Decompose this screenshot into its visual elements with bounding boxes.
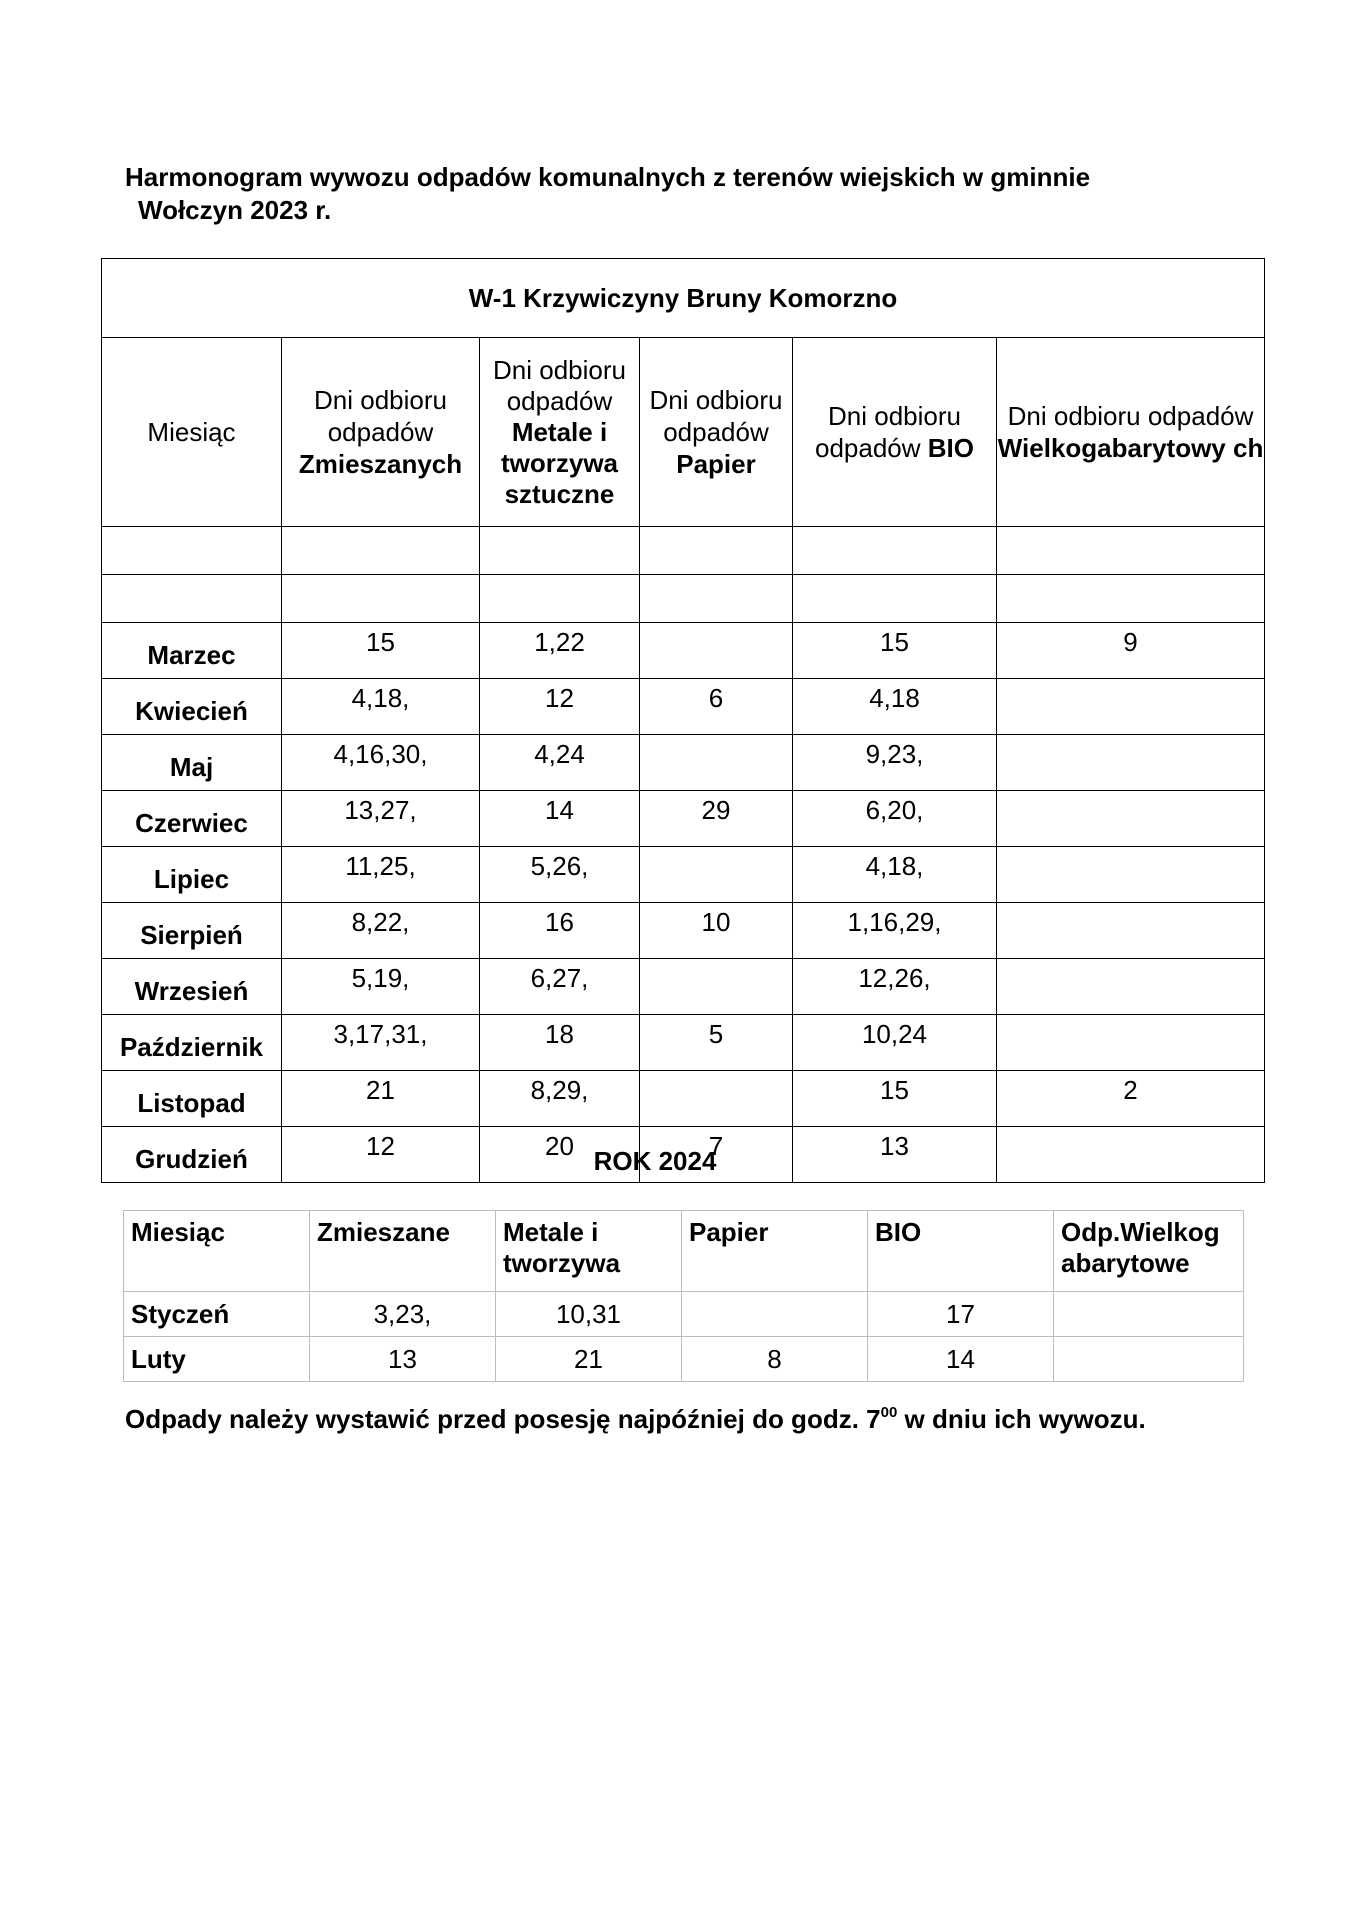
cell-month: Wrzesień bbox=[102, 959, 282, 1015]
cell-bulky bbox=[997, 791, 1265, 847]
cell-bulky bbox=[997, 959, 1265, 1015]
cell-bulky bbox=[997, 1015, 1265, 1071]
cell-bio: 1,16,29, bbox=[793, 903, 997, 959]
cell-bulky bbox=[997, 903, 1265, 959]
cell-metal: 16 bbox=[480, 903, 640, 959]
cell-paper bbox=[640, 1071, 793, 1127]
cell-bio: 4,18 bbox=[793, 679, 997, 735]
schedule-table-2023 bbox=[101, 258, 1265, 1183]
cell-month: Kwiecień bbox=[102, 679, 282, 735]
cell-month: Październik bbox=[102, 1015, 282, 1071]
cell-bulky bbox=[997, 679, 1265, 735]
cell-metal: 20 bbox=[480, 1127, 640, 1183]
header-month: Miesiąc bbox=[102, 338, 282, 527]
cell-bulky bbox=[997, 847, 1265, 903]
cell-bio: 4,18, bbox=[793, 847, 997, 903]
cell-paper: 5 bbox=[640, 1015, 793, 1071]
title-line-1: Harmonogram wywozu odpadów komunalnych z terenów wiejskich w gminnie bbox=[125, 162, 1091, 192]
cell-bio: 15 bbox=[793, 1071, 997, 1127]
cell-paper bbox=[640, 959, 793, 1015]
cell-month: Sierpień bbox=[102, 903, 282, 959]
cell-paper bbox=[640, 623, 793, 679]
footer-note: Odpady należy wystawić przed posesję najpóźniej do godz. $7^{00}$ w dniu ich wywozu. bbox=[125, 1404, 1146, 1434]
table-row bbox=[124, 1337, 1244, 1382]
cell-metal: 10,31 bbox=[496, 1292, 682, 1337]
document-title bbox=[125, 161, 1225, 227]
cell-paper: 6 bbox=[640, 679, 793, 735]
cell-bulky bbox=[997, 735, 1265, 791]
cell-paper: 8 bbox=[682, 1337, 868, 1382]
cell-mixed: 8,22, bbox=[282, 903, 480, 959]
header-metal: Metale i tworzywa bbox=[496, 1211, 682, 1292]
cell-month: Czerwiec bbox=[102, 791, 282, 847]
cell-metal: 21 bbox=[496, 1337, 682, 1382]
cell-metal: 5,26, bbox=[480, 847, 640, 903]
cell-bio: 17 bbox=[868, 1292, 1054, 1337]
cell-paper bbox=[682, 1292, 868, 1337]
cell-bio: 9,23, bbox=[793, 735, 997, 791]
cell-metal: 1,22 bbox=[480, 623, 640, 679]
cell-bulky: 9 bbox=[997, 623, 1265, 679]
cell-month: Listopad bbox=[102, 1071, 282, 1127]
cell-mixed: 5,19, bbox=[282, 959, 480, 1015]
cell-month: Lipiec bbox=[102, 847, 282, 903]
cell-paper: 10 bbox=[640, 903, 793, 959]
cell-bio: 6,20, bbox=[793, 791, 997, 847]
header-bulky: Dni odbioru odpadów Wielkogabarytowy ch bbox=[997, 338, 1265, 527]
cell-metal: 8,29, bbox=[480, 1071, 640, 1127]
cell-metal: 14 bbox=[480, 791, 640, 847]
table-row bbox=[102, 791, 1265, 847]
table-row bbox=[102, 1015, 1265, 1071]
cell-bulky bbox=[1054, 1292, 1244, 1337]
table-row bbox=[124, 1292, 1244, 1337]
schedule-table-2024 bbox=[123, 1210, 1244, 1382]
empty-row bbox=[102, 527, 1265, 575]
table-row bbox=[102, 1071, 1265, 1127]
cell-bulky: 2 bbox=[997, 1071, 1265, 1127]
header-metal: Dni odbioru odpadów Metale i tworzywa sztuczne bbox=[480, 338, 640, 527]
cell-mixed: 3,23, bbox=[310, 1292, 496, 1337]
cell-bio: 10,24 bbox=[793, 1015, 997, 1071]
cell-metal: 6,27, bbox=[480, 959, 640, 1015]
cell-metal: 18 bbox=[480, 1015, 640, 1071]
header-mixed: Dni odbioru odpadów Zmieszanych bbox=[282, 338, 480, 527]
cell-paper: 7 bbox=[640, 1127, 793, 1183]
cell-paper bbox=[640, 735, 793, 791]
table-row bbox=[102, 847, 1265, 903]
cell-mixed: 3,17,31, bbox=[282, 1015, 480, 1071]
header-mixed: Zmieszane bbox=[310, 1211, 496, 1292]
cell-mixed: 4,16,30, bbox=[282, 735, 480, 791]
cell-metal: 12 bbox=[480, 679, 640, 735]
header-bio: Dni odbioru odpadów BIO bbox=[793, 338, 997, 527]
table-row bbox=[102, 623, 1265, 679]
cell-month: Marzec bbox=[102, 623, 282, 679]
cell-paper bbox=[640, 847, 793, 903]
header-paper: Dni odbioru odpadów Papier bbox=[640, 338, 793, 527]
header-month: Miesiąc bbox=[124, 1211, 310, 1292]
cell-bio: 14 bbox=[868, 1337, 1054, 1382]
cell-bio: 15 bbox=[793, 623, 997, 679]
cell-bio: 13 bbox=[793, 1127, 997, 1183]
cell-month: Maj bbox=[102, 735, 282, 791]
table-row bbox=[102, 735, 1265, 791]
region-header: W-1 Krzywiczyny Bruny Komorzno bbox=[102, 259, 1265, 338]
cell-mixed: 13 bbox=[310, 1337, 496, 1382]
header-bulky: Odp.Wielkog abarytowe bbox=[1054, 1211, 1244, 1292]
table-row bbox=[102, 903, 1265, 959]
cell-bio: 12,26, bbox=[793, 959, 997, 1015]
cell-mixed: 21 bbox=[282, 1071, 480, 1127]
cell-mixed: 15 bbox=[282, 623, 480, 679]
table-row bbox=[102, 679, 1265, 735]
cell-metal: 4,24 bbox=[480, 735, 640, 791]
header-bio: BIO bbox=[868, 1211, 1054, 1292]
title-line-2: Wołczyn 2023 r. bbox=[138, 195, 332, 225]
cell-bulky bbox=[1054, 1337, 1244, 1382]
cell-month: Grudzień bbox=[102, 1127, 282, 1183]
table-row bbox=[102, 959, 1265, 1015]
header-paper: Papier bbox=[682, 1211, 868, 1292]
cell-paper: 29 bbox=[640, 791, 793, 847]
empty-row bbox=[102, 575, 1265, 623]
cell-mixed: 11,25, bbox=[282, 847, 480, 903]
year-2024-heading: ROK 2024 bbox=[593, 1146, 717, 1176]
cell-month: Styczeń bbox=[124, 1292, 310, 1337]
cell-mixed: 4,18, bbox=[282, 679, 480, 735]
cell-mixed: 13,27, bbox=[282, 791, 480, 847]
cell-mixed: 12 bbox=[282, 1127, 480, 1183]
cell-month: Luty bbox=[124, 1337, 310, 1382]
